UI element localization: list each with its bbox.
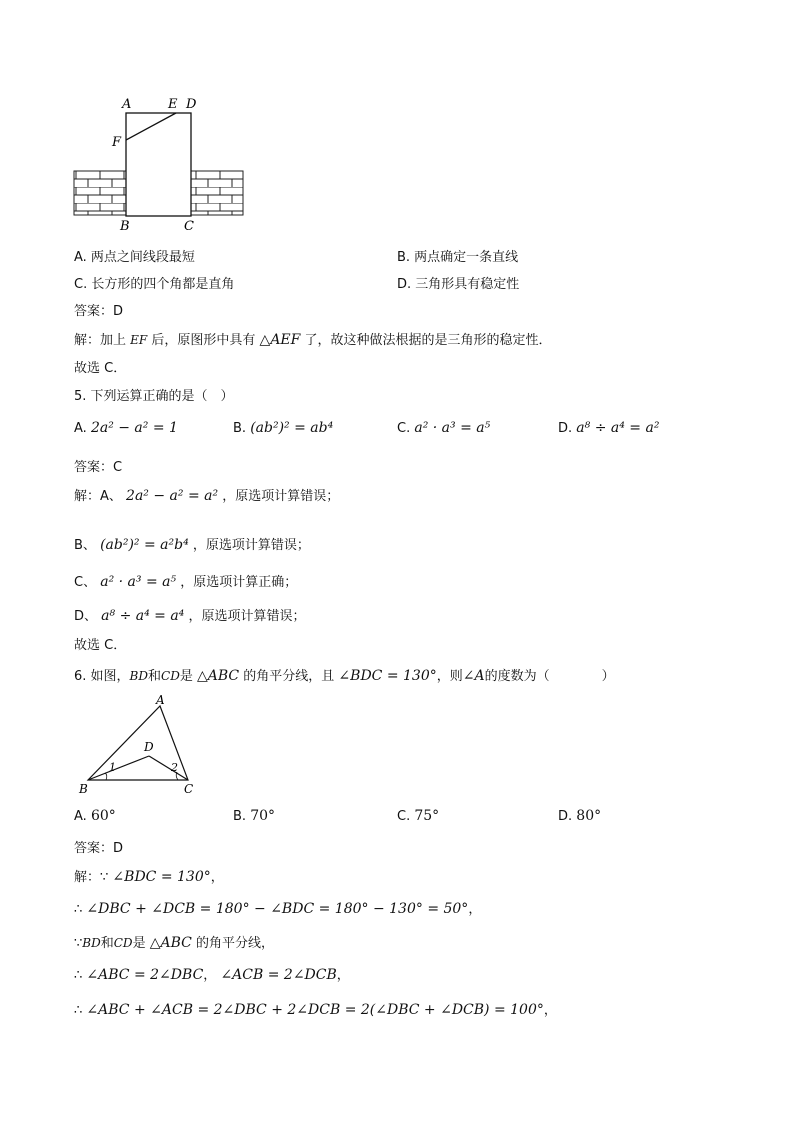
q5-sol-d-pre: D、	[74, 609, 98, 624]
q6-s3-is: 是	[132, 936, 146, 951]
q6-s1-post: ，	[210, 870, 224, 885]
q6-option-d-math: 80°	[576, 808, 602, 824]
label-e: E	[168, 97, 178, 112]
q6-s3-and: 和	[100, 936, 114, 951]
q6-s3-bd: BD	[82, 936, 101, 950]
q5-answer: 答案：C	[74, 460, 123, 475]
q5-solution-a	[74, 485, 339, 504]
q6-s2-math: ∠DBC + ∠DCB = 180° − ∠BDC = 180° − 130° = 50°	[86, 901, 469, 917]
q5-sol-b-pre: B、	[74, 538, 96, 553]
q6-stem-post: ，则	[436, 669, 463, 684]
q6-s3-cd: CD	[113, 936, 133, 950]
q6-s2-post: ，	[468, 902, 482, 917]
rectangle-wall-figure	[70, 92, 250, 234]
segment-cd	[149, 756, 188, 780]
q4-solution-triangle: △AEF	[259, 332, 301, 348]
q6-s4-sep: ，	[203, 968, 217, 983]
q5-choose: 故选 C．	[74, 638, 127, 653]
q5-sol-b-post: ，原选项计算错误；	[192, 538, 310, 553]
right-brick-wall	[191, 171, 243, 215]
q5-option-b-label: B.	[233, 421, 247, 436]
q6-option-b-math: 70°	[250, 808, 276, 824]
label-d: D	[144, 740, 154, 754]
q5-option-d-math: a⁸ ÷ a⁴ = a²	[576, 420, 660, 436]
q6-option-a-math: 60°	[90, 808, 116, 824]
q4-option-a: A. 两点之间线段最短	[74, 250, 195, 265]
label-angle-2: 2	[171, 761, 178, 774]
q5-solution-b	[74, 534, 310, 553]
q5-option-c-label: C.	[397, 421, 411, 436]
q6-s4-post: ，	[336, 968, 350, 983]
q5-sol-a-post: ，原选项计算错误；	[222, 489, 340, 504]
q6-s1-pre: 解：∵	[74, 870, 109, 885]
q5-sol-d-math: a⁸ ÷ a⁴ = a⁴	[101, 608, 185, 624]
q6-stem-angle-a: ∠A	[462, 668, 485, 684]
q4-solution	[74, 329, 552, 348]
angle-1-arc	[105, 773, 107, 780]
q4-solution-post: 了，故这种做法根据的是三角形的稳定性．	[304, 333, 552, 348]
q5-solution-c	[74, 571, 297, 590]
q6-option-d	[558, 808, 601, 824]
q6-stem	[74, 665, 615, 684]
q6-stem-cd: CD	[161, 669, 180, 683]
q6-s1-math: ∠BDC = 130°	[112, 869, 211, 885]
q4-solution-ef: EF	[130, 333, 148, 347]
q6-stem-and: 和	[148, 669, 162, 684]
q5-sol-c-post: ，原选项计算正确；	[180, 575, 298, 590]
q6-stem-triangle: △ABC	[196, 668, 240, 684]
q6-stem-is: 是	[179, 669, 193, 684]
q4-choose: 故选 C．	[74, 361, 127, 376]
q4-solution-mid: 后，原图形中具有	[151, 333, 256, 348]
q5-sol-b-math: (ab²)² = a²b⁴	[100, 537, 189, 553]
q5-option-d	[558, 420, 659, 436]
q6-stem-end: 的度数为（ ）	[484, 669, 615, 684]
q5-option-b-math: (ab²)² = ab⁴	[250, 420, 334, 436]
q4-solution-pre: 解：加上	[74, 333, 127, 348]
label-c: C	[184, 219, 194, 234]
q5-sol-a-math: 2a² − a² = a²	[126, 488, 219, 504]
label-angle-1: 1	[109, 761, 116, 774]
triangle-figure	[74, 694, 204, 800]
q4-option-b: B. 两点确定一条直线	[397, 250, 519, 265]
q6-option-c-label: C.	[397, 809, 411, 824]
label-f: F	[112, 135, 122, 150]
q5-solution-d	[74, 605, 305, 624]
q6-answer: 答案：D	[74, 841, 124, 856]
q6-option-d-label: D.	[558, 809, 573, 824]
q6-s4-math-2: ∠ACB = 2∠DCB	[220, 967, 337, 983]
q6-solution-line-3	[74, 932, 274, 951]
q6-option-b-label: B.	[233, 809, 247, 824]
label-d: D	[186, 97, 197, 112]
q6-option-c-math: 75°	[414, 808, 440, 824]
label-a: A	[122, 97, 132, 112]
q6-option-a	[74, 808, 116, 824]
q6-s3-post: 的角平分线，	[196, 936, 275, 951]
label-b: B	[79, 782, 88, 796]
label-c: C	[184, 782, 194, 796]
q6-option-b	[233, 808, 275, 824]
q5-sol-a-pre: 解：A、	[74, 489, 122, 504]
q5-sol-c-math: a² · a³ = a⁵	[100, 574, 177, 590]
q6-stem-bd: BD	[129, 669, 148, 683]
left-brick-wall	[74, 171, 126, 215]
label-b: B	[120, 219, 130, 234]
q6-option-c	[397, 808, 439, 824]
q5-option-d-label: D.	[558, 421, 573, 436]
q5-option-a-math: 2a² − a² = 1	[90, 420, 178, 436]
q4-option-d: D. 三角形具有稳定性	[397, 277, 520, 292]
q6-s4-math-1: ∠ABC = 2∠DBC	[86, 967, 204, 983]
q6-s2-pre: ∴	[74, 902, 83, 917]
q6-stem-pre: 6. 如图，	[74, 669, 130, 684]
q5-option-b	[233, 420, 333, 436]
q6-s5-math: ∠ABC + ∠ACB = 2∠DBC + 2∠DCB = 2(∠DBC + ∠DCB) = 100°	[86, 1002, 544, 1018]
q6-solution-line-5	[74, 999, 557, 1018]
q5-sol-d-post: ，原选项计算错误；	[188, 609, 306, 624]
q4-answer: 答案：D	[74, 304, 124, 319]
q5-option-c-math: a² · a³ = a⁵	[414, 420, 491, 436]
label-a: A	[156, 694, 165, 707]
q6-s5-post: ，	[543, 1003, 557, 1018]
q6-solution-line-1	[74, 866, 224, 885]
q6-stem-mid: 的角平分线，且	[243, 669, 335, 684]
q6-stem-angle-bdc: ∠BDC = 130°	[338, 668, 437, 684]
q4-option-c: C. 长方形的四个角都是直角	[74, 277, 235, 292]
q5-sol-c-pre: C、	[74, 575, 97, 590]
q5-option-c	[397, 420, 490, 436]
q6-s4-pre: ∴	[74, 968, 83, 983]
segment-bd	[88, 756, 149, 780]
q6-option-a-label: A.	[74, 809, 87, 824]
q6-s5-pre: ∴	[74, 1003, 83, 1018]
door-frame-rectangle	[126, 113, 191, 216]
q6-solution-line-4	[74, 964, 350, 983]
q6-solution-line-2	[74, 898, 481, 917]
q5-stem: 5. 下列运算正确的是（ ）	[74, 389, 234, 404]
q5-option-a-label: A.	[74, 421, 87, 436]
q6-s3-triangle: △ABC	[149, 935, 192, 951]
q5-option-a	[74, 420, 178, 436]
q6-s3-pre: ∵	[74, 936, 83, 951]
